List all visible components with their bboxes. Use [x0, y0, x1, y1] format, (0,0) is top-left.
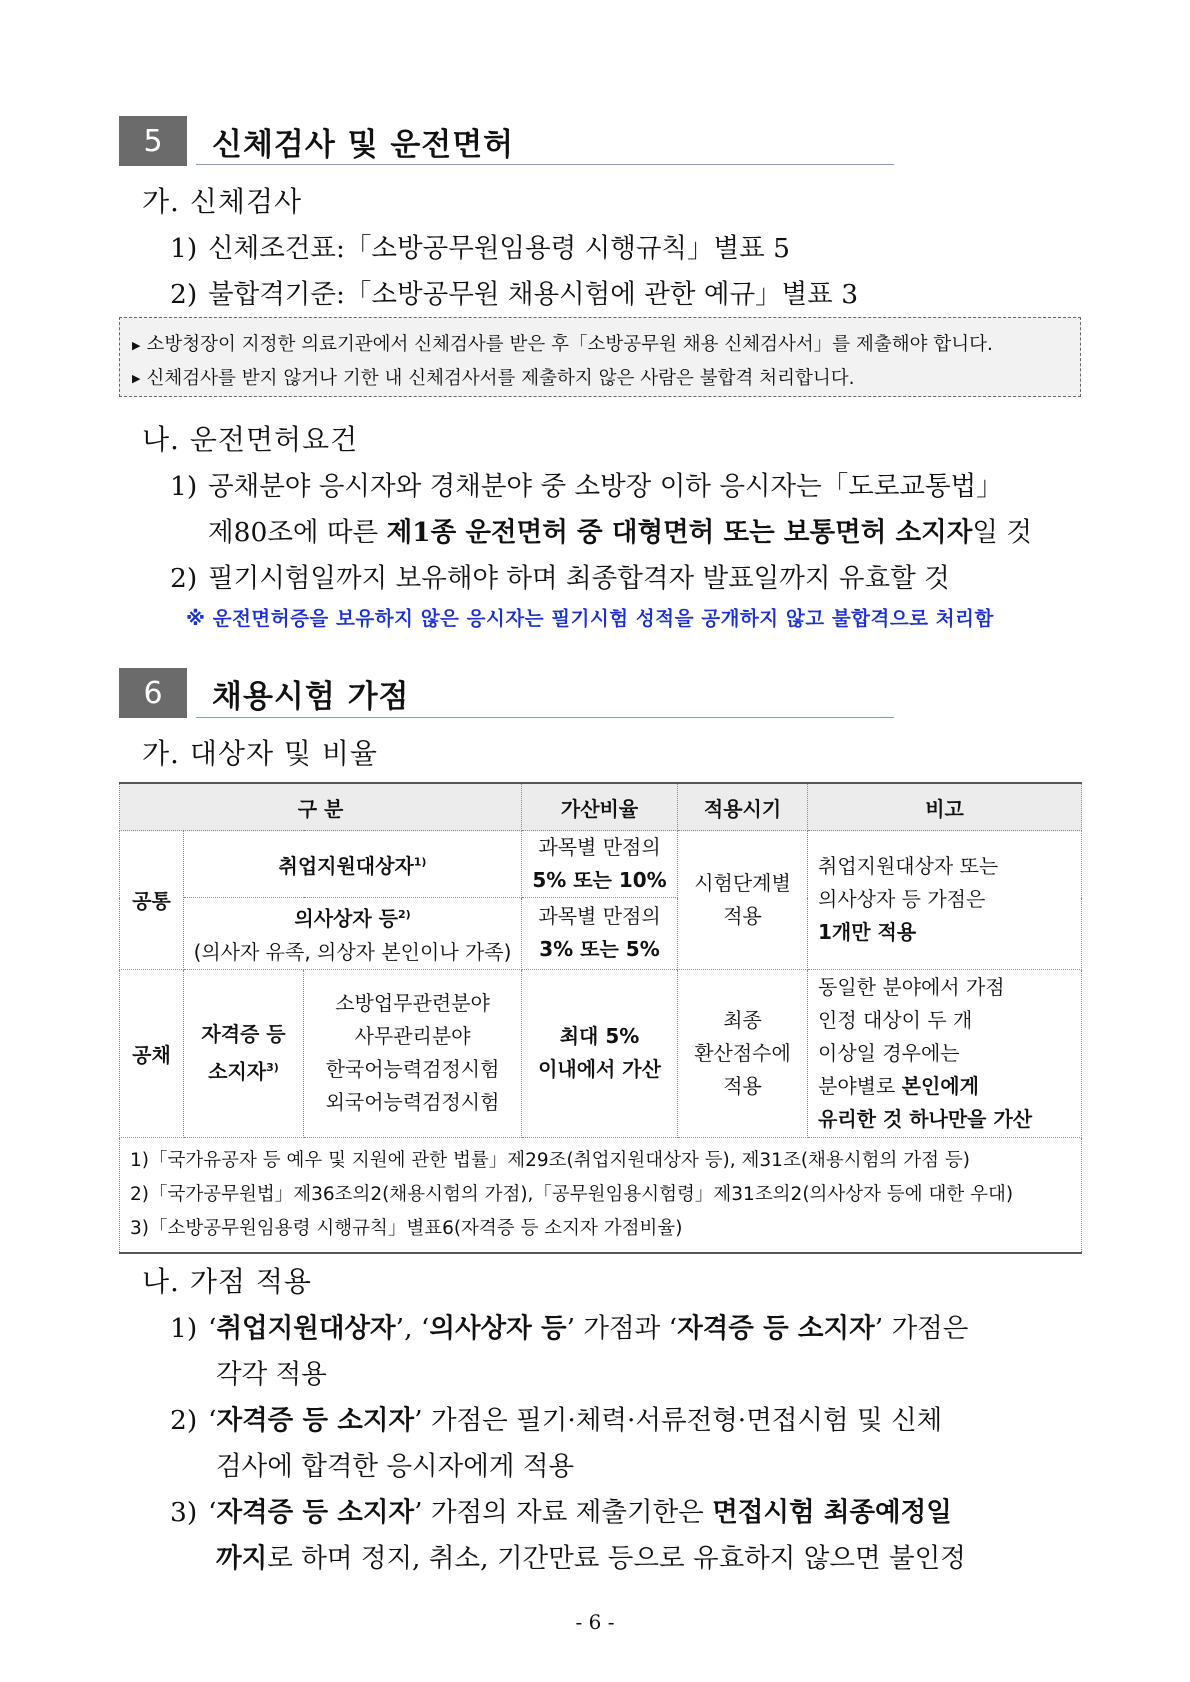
physical-item-2: 2) 불합격기준:「소방공무원 채용시험에 관한 예규」별표 3 — [170, 279, 859, 310]
section-5-title: 신체검사 및 운전면허 — [212, 127, 515, 163]
gongchae-label: 공채 — [120, 969, 184, 1137]
certificate-rate: 최대 5% 이내에서 가산 — [522, 969, 678, 1137]
table-row — [120, 831, 1082, 898]
bonus-points-table — [119, 782, 1082, 1254]
physical-exam-notice-box — [119, 317, 1081, 397]
triangle-bullet-icon: ▶ — [132, 372, 141, 385]
employment-support-rate: 과목별 만점의 5% 또는 10% — [522, 831, 678, 898]
header-category: 구 분 — [120, 783, 522, 831]
section-6-underline — [196, 717, 894, 718]
bonus-item-2-line-2: 검사에 합격한 응시자에게 적용 — [216, 1451, 575, 1482]
footnote: 2)「국가공무원법」제36조의2(채용시험의 가점),「공무원임용시험령」제31조의2(의사상자 등에 대한 우대) — [130, 1183, 1014, 1205]
section-5-underline — [196, 164, 894, 165]
section-5-number: 5 — [119, 116, 187, 166]
license-warning-note: ※ 운전면허증을 보유하지 않은 응시자는 필기시험 성적을 공개하지 않고 불합격으로 처리함 — [186, 607, 994, 630]
table-row — [120, 969, 1082, 1137]
bonus-item-3-line-1: 3) ‘자격증 등 소지자’ 가점의 자료 제출기한은 면접시험 최종예정일 — [170, 1497, 952, 1528]
table-footnotes — [120, 1137, 1082, 1253]
common-label: 공통 — [120, 831, 184, 970]
section-6-title: 채용시험 가점 — [212, 679, 410, 715]
bonus-item-3-line-2: 까지로 하며 정지, 취소, 기간만료 등으로 유효하지 않으면 불인정 — [216, 1543, 966, 1574]
certificate-remarks: 동일한 분야에서 가점 인정 대상이 두 개 이상일 경우에는 분야별로 본인에게 유리한 것 하나만을 가산 — [808, 969, 1082, 1137]
subheading-bonus-application: 나. 가점 적용 — [142, 1265, 312, 1298]
footnote: 1)「국가유공자 등 예우 및 지원에 관한 법률」제29조(취업지원대상자 등), 제31조(채용시험의 가점 등) — [130, 1149, 970, 1171]
header-rate: 가산비율 — [522, 783, 678, 831]
header-timing: 적용시기 — [678, 783, 808, 831]
triangle-bullet-icon: ▶ — [132, 338, 141, 352]
section-6-number: 6 — [119, 668, 187, 718]
table-header-row — [120, 783, 1082, 831]
bonus-item-1-line-1: 1) ‘취업지원대상자’, ‘의사상자 등’ 가점과 ‘자격증 등 소지자’ 가점은 — [170, 1313, 969, 1344]
common-timing: 시험단계별 적용 — [678, 831, 808, 970]
header-remarks: 비고 — [808, 783, 1082, 831]
certificate-timing: 최종 환산점수에 적용 — [678, 969, 808, 1137]
certificate-holder-label: 자격증 등 소지자$^{3)}$ — [184, 969, 304, 1137]
footnote: 3)「소방공무원임용령 시행규칙」별표6(자격증 등 소지자 가점비율) — [130, 1217, 683, 1239]
table-footnote-row — [120, 1137, 1082, 1253]
employment-support-target: 취업지원대상자$^{1)}$ — [184, 831, 522, 898]
license-item-1-line-1: 1) 공채분야 응시자와 경채분야 중 소방장 이하 응시자는「도로교통법」 — [170, 471, 1003, 502]
physical-item-1: 1) 신체조건표:「소방공무원임용령 시행규칙」별표 5 — [170, 233, 791, 264]
subheading-physical-exam: 가. 신체검사 — [142, 185, 303, 218]
subheading-targets-ratio: 가. 대상자 및 비율 — [142, 737, 378, 770]
bonus-item-1-line-2: 각각 적용 — [216, 1359, 327, 1390]
notice-row: ▶ 소방청장이 지정한 의료기관에서 신체검사를 받은 후「소방공무원 채용 신체검사서」를 제출해야 합니다. — [132, 328, 1080, 362]
bonus-item-2-line-1: 2) ‘자격증 등 소지자’ 가점은 필기·체력·서류전형·면접시험 및 신체 — [170, 1405, 943, 1436]
common-remarks: 취업지원대상자 또는 의사상자 등 가점은 1개만 적용 — [808, 831, 1082, 970]
page-number: - 6 - — [575, 1610, 615, 1634]
license-item-2: 2) 필기시험일까지 보유해야 하며 최종합격자 발표일까지 유효할 것 — [170, 563, 950, 594]
license-item-1-line-2: 제80조에 따른 제1종 운전면허 중 대형면허 또는 보통면허 소지자일 것 — [208, 517, 1032, 548]
certificate-fields: 소방업무관련분야 사무관리분야 한국어능력검정시험 외국어능력검정시험 — [304, 969, 522, 1137]
righteous-casualty-target: 의사상자 등$^{2)}$ (의사자 유족, 의상자 본인이나 가족) — [184, 898, 522, 970]
righteous-casualty-rate: 과목별 만점의 3% 또는 5% — [522, 898, 678, 970]
notice-row: ▶ 신체검사를 받지 않거나 기한 내 신체검사서를 제출하지 않은 사람은 불합격 처리합니다. — [132, 362, 1080, 396]
subheading-driver-license: 나. 운전면허요건 — [142, 423, 359, 456]
